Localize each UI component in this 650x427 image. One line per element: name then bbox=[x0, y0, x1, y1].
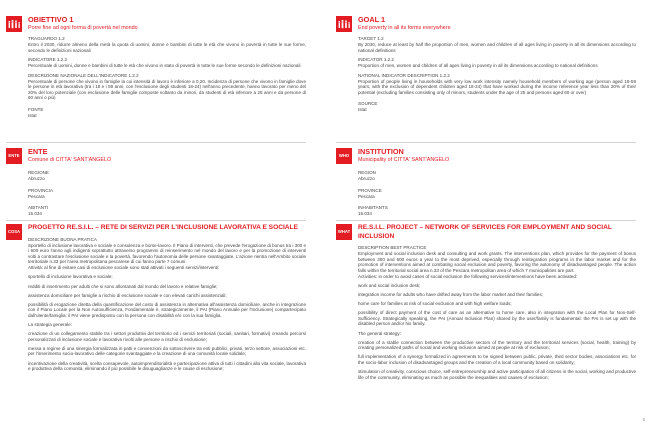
source-label: FONTE bbox=[28, 106, 44, 112]
activities-intro: Attività: al fine di evitare casi di esclusione sociale sono stati attivati i seguenti servizi/interventi: bbox=[28, 265, 220, 271]
project-section-it bbox=[6, 224, 306, 372]
inhabitants-label: INHABITANTS bbox=[358, 205, 388, 211]
description-text: Employment and social inclusion desk and consulting and work grants. The interventions plan, which provides for the payment of bonus between 300 and 600 euros a year to the most deprived, especially through reintegration programs in the labor market and for the promotion of interventions aimed at combating social exclusion and poverty, favoring the autonomy of disadvantaged people. The action falls within the territorial social area n.33 of the Pescara metropolitan area of which 7 municipalities are part. bbox=[358, 251, 636, 273]
list-item: integration income for adults who have drifted away from the labor market and their families; bbox=[358, 292, 543, 298]
source-text: Istat bbox=[358, 107, 367, 113]
province-label: PROVINCE bbox=[358, 187, 382, 193]
list-item: creazione di un collegamento stabile tra i settori produttivi del territorio ed i servizi territoriali (sociali, sanitari, formativi) creando percorsi personalizzati di inclusione sociale e lavorativa rivolti alle persone a rischio di esclusione; bbox=[28, 331, 306, 342]
entity-title: ENTE bbox=[28, 147, 48, 156]
indicator-text: Percentuale di uomini, donne e bambini di tutte le età che vivono in stato di povertà in tutte le sue forme secondo le definizioni nazionali bbox=[28, 63, 301, 69]
entity-section-it bbox=[6, 148, 306, 217]
divider bbox=[6, 220, 306, 221]
list-item: creation of a stable connection between the productive sectors of the territory and the territorial services (social, health, training) by creating personalized paths of social and working inclusion aimed at people at risk of exclusion; bbox=[358, 339, 636, 351]
list-item: messa a regime di una sinergia formalizzata in patti e convenzioni da sottoscrivere tra enti pubblici, privati, terzo settore, associazioni etc. per l'inserimento socio-lavorativo delle categorie svantaggiate e la creazione di una comunità locale solidale; bbox=[28, 345, 306, 357]
entity-badge: ENTE bbox=[6, 148, 22, 164]
sdg1-no-poverty-icon bbox=[6, 16, 22, 32]
list-item: home care for families at risk of social exclusion and with high welfare loads; bbox=[358, 301, 512, 307]
list-item: full implementation of a synergy formalized in agreements to be signed between public, private, third sector bodies, associations etc. for the socio-labor inclusion of disadvantaged groups and the creation of a local community based on solidarity; bbox=[358, 354, 636, 365]
national-description-label: NATIONAL INDICATOR DESCRIPTION 1.2.2 bbox=[358, 72, 450, 78]
list-item: sportello di inclusione lavorativa e sociale; bbox=[28, 274, 113, 280]
region-value: Abruzzo bbox=[28, 176, 45, 182]
divider bbox=[336, 142, 636, 143]
list-item: work and social inclusion desk; bbox=[358, 282, 421, 288]
target-text: By 2030, reduce at least by half the proportion of men, women and children of all ages living in poverty in all its dimensions according to national definitions bbox=[358, 42, 636, 53]
page-number: 5 bbox=[642, 417, 645, 422]
list-item: possibility of direct payment of the cost of care as an alternative to home care, also in integration with the Local Plan for Non-Self-Sufficiency. Strategically speaking, the PAI (Annual Inclusion Plan) shared by the user/family is fundamental: the PAI is set up with the disabled person and/or his family. bbox=[358, 310, 636, 327]
indicator-label: INDICATOR 1.2.2 bbox=[358, 57, 394, 63]
goal-subtitle: End poverty in all its forms everywhere bbox=[358, 24, 451, 31]
inhabitants-value: 15.034 bbox=[358, 211, 372, 217]
list-item: incentivazione della creatività, scelta consapevole, autoimprenditorialità e partecipazione attiva di tutti i cittadini alla vita sociale, lavorativa e produttiva della comunità, eliminando il più possibile le disuguaglianze e le cause di esclusione; bbox=[28, 360, 306, 372]
target-label: TARGET 1.2 bbox=[358, 36, 384, 41]
national-description-text: Percentuale di persone che vivono in famiglie la cui intensità di lavoro è inferiore a 0,20. Incidenza di persone che vivono in famiglie dove le persone in età lavorativa (tra i 18 e i 59 anni, con l'esclusione degli studenti 18-24) nell'anno precedente, hanno lavorato per meno del 20% del loro potenziale (con esclusione delle famiglie composte soltanto da minori, da studenti di età inferiore a 25 anni e da persone di 60 anni o più) bbox=[28, 78, 306, 101]
list-item: stimulation of creativity, conscious choice, self-entrepreneurship and active participation of all citizens in the social, working and productive life of the community, eliminating as much as possible the inequalities and causes of exclusion; bbox=[358, 369, 636, 380]
project-title: RE.S.I.L. PROJECT – NETWORK OF SERVICES FOR EMPLOYMENT AND SOCIAL INCLUSION bbox=[358, 224, 612, 240]
project-badge: COSA bbox=[6, 224, 22, 240]
strategy-intro: La strategia generale: bbox=[28, 322, 72, 328]
italian-column bbox=[6, 0, 306, 427]
indicator-text: Proportion of men, women and children of all ages living in poverty in all its dimensions according to national definitions bbox=[358, 63, 598, 69]
region-value: Abruzzo bbox=[358, 176, 375, 182]
inhabitants-value: 15.034 bbox=[28, 211, 42, 217]
region-label: REGION bbox=[358, 170, 376, 175]
indicator-label: INDICATORE 1.2.2 bbox=[28, 57, 67, 63]
project-badge: WHAT bbox=[336, 224, 352, 240]
province-value: Pescara bbox=[358, 193, 375, 199]
list-item: possibilità di erogazione diretta della quantificazione del costo di assistenza in alternativa all'assistenza domiciliare, anche in integrazione con il Piano Locale per la Non Autosufficienza, Fondamentale è, strategicamente, il PAI (Piano Annuale per l'Inclusione) compartecipato dall'utente/famiglia: il PAI viene predisposto con la persona con disabilità e/o con la sua famiglia. bbox=[28, 301, 306, 318]
national-description-text: Proportion of people living in households with very low work intensity namely household members of working age (person aged 18-59 years, with the exclusion of dependent children aged 18-24) that have worked during the income reference year less than 20% of their potential (excluding families consisting only of minors, students under the age of 25 and persons aged 60 or over) bbox=[358, 78, 636, 95]
goal-subtitle: Porre fine ad ogni forma di povertà nel mondo bbox=[28, 24, 138, 31]
description-label: DESCRIZIONE BUONA PRATICA bbox=[28, 236, 97, 242]
strategy-intro: The general strategy: bbox=[358, 330, 401, 336]
entity-section-en bbox=[336, 148, 636, 217]
target-label: TRAGUARDO 1.2 bbox=[28, 36, 65, 41]
goal-title: GOAL 1 bbox=[358, 15, 386, 24]
source-label: SOURCE bbox=[358, 101, 378, 107]
description-text: Sportello di inclusione lavorativa e sociale e consulenza e borse-lavoro. Il Piano di interventi, che prevede l'erogazione di bonus tra i 300 e i 600 euro l'anno agli indigenti soprattutto attraverso programmi di reinserimento nel mondo del lavoro e per la promozione di interventi volti a contrastare l'esclusione sociale e la povertà, favorendo l'autonomia delle persone svantaggiate. L'azione rientra nell'Ambito sociale territoriale n.33 per l'area metropolitana pescarese di cui fanno parte 7 comuni. bbox=[28, 242, 306, 265]
source-text: Istat bbox=[28, 113, 37, 119]
region-label: REGIONE bbox=[28, 170, 49, 175]
goal-section-it bbox=[6, 16, 306, 119]
province-label: PROVINCIA bbox=[28, 187, 54, 193]
entity-badge: WHO bbox=[336, 148, 352, 164]
divider bbox=[336, 220, 636, 221]
goal-section-en bbox=[336, 16, 636, 113]
inhabitants-label: ABITANTI bbox=[28, 205, 49, 211]
entity-title: INSTITUTION bbox=[358, 147, 404, 156]
description-label: DESCRIPTION BEST PRACTICE bbox=[358, 245, 427, 250]
goal-title: OBIETTIVO 1 bbox=[28, 15, 74, 24]
entity-subtitle: Municipality of CITTA' SANT'ANGELO bbox=[358, 156, 450, 163]
project-section-en bbox=[336, 224, 636, 380]
list-item: assistenza domiciliare per famiglie a rischio di esclusione sociale e con elevati carichi assistenziali; bbox=[28, 292, 227, 298]
divider bbox=[6, 142, 306, 143]
province-value: Pescara bbox=[28, 193, 45, 199]
english-column bbox=[336, 0, 636, 427]
sdg1-no-poverty-icon bbox=[336, 16, 352, 32]
list-item: redditi di inserimento per adulti che si sono allontanati dal mondo del lavoro e relative famiglie; bbox=[28, 283, 218, 289]
national-description-label: DESCRIZIONE NAZIONALE DELL'INDICATORE 1.2.2 bbox=[28, 72, 139, 78]
project-title: PROGETTO RE.S.I.L. – RETE DI SERVIZI PER L'INCLUSIONE LAVORATIVA E SOCIALE bbox=[28, 224, 298, 231]
entity-subtitle: Comune di CITTA' SANT'ANGELO bbox=[28, 156, 112, 163]
target-text: Entro il 2030, ridurre almeno della metà la quota di uomini, donne e bambini di tutte le età che vivono in povertà in tutte le sue forme, secondo le definizioni nazionali bbox=[28, 42, 306, 53]
activities-intro: Activities: in order to avoid cases of social exclusion the following services/interventions have been activated: bbox=[358, 273, 578, 279]
